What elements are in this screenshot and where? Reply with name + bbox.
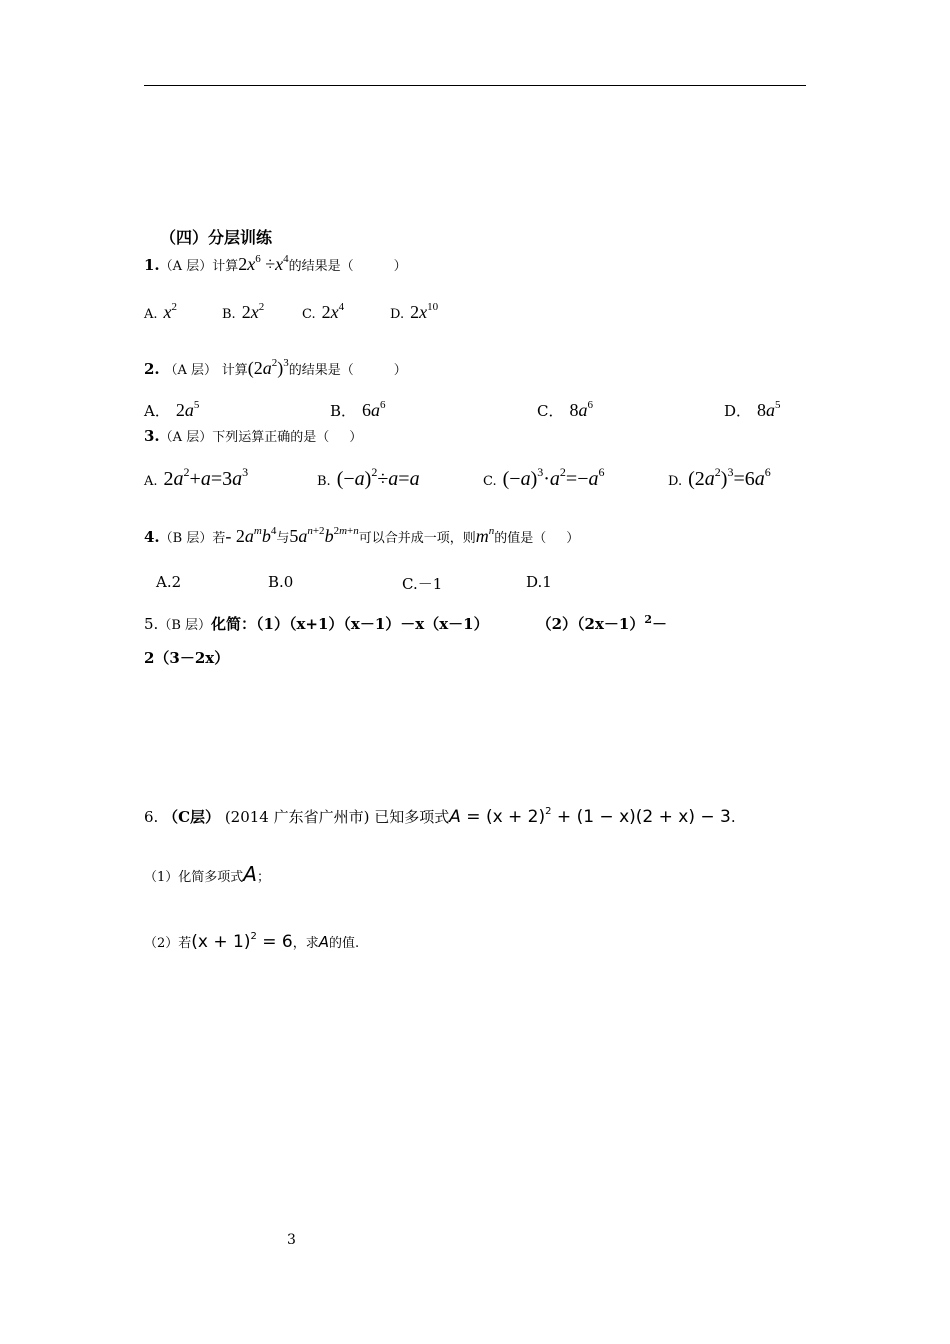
q4-mn: $m^n$ (475, 525, 495, 546)
q1-level: （A 层） (159, 259, 213, 274)
question-4: 4.（B 层）若- $2a^mb^4$与$5a^{n+2}b^{2m+n}$可以合并成一项，则$m^n$的值是（ ） (144, 525, 580, 546)
q2-option-d[interactable]: D． $8a^5$ (724, 399, 781, 420)
q4-number: 4. (144, 528, 160, 546)
q5-level: （B 层） (158, 618, 211, 633)
q6-sub-1: （1）化简多项式A； (144, 862, 270, 886)
q3-option-a[interactable]: A. $2a^2+a=3a^3$ (144, 465, 249, 490)
q1-option-a[interactable]: A. $x^2$ (144, 301, 178, 322)
q3-option-d[interactable]: D. $(2a^2)^3=6a^6$ (668, 465, 771, 490)
question-2: 2. （A 层） 计算$(2a^2)^3$的结果是（ ） (144, 357, 407, 378)
q3-level: （A 层） (159, 430, 213, 445)
q5-title: 化简： (211, 615, 257, 633)
q6-level: （C层） (163, 808, 221, 826)
q4-option-c[interactable]: C.－1 (402, 575, 443, 593)
q5-line-2: 2（3－2x） (144, 649, 230, 667)
q2-option-c[interactable]: C． $8a^6$ (537, 399, 593, 420)
page-number: 3 (287, 1232, 296, 1248)
q6-sub-2: （2）若$(x + 1)^2 = 6$，求A的值. (144, 931, 360, 952)
q4-option-a[interactable]: A.2 (156, 573, 182, 591)
q6-number: 6. (144, 808, 159, 826)
q6-condition: $(x + 1)^2 = 6$ (191, 931, 293, 952)
q6-polynomial: $A = (x + 2)^2 + (1 - x)(2 + x) - 3$ (449, 806, 731, 827)
q4-option-b[interactable]: B.0 (268, 573, 294, 591)
question-5: 5.（B 层）化简：（1）（x+1）（x－1）－x（x－1） $(2)(2x-1)^2-$ (144, 613, 668, 633)
q6-sub1-a: A (243, 862, 257, 886)
q3-option-b[interactable]: B. $(-a)^2\div a=a$ (317, 465, 420, 490)
q2-number: 2. (144, 360, 160, 378)
section-title: （四）分层训练 (160, 228, 273, 247)
q1-expression: $2x^6 \div x^4$ (238, 253, 289, 274)
q2-expression: $(2a^2)^3$ (247, 357, 289, 378)
q1-option-c[interactable]: C. $2x^4$ (302, 301, 345, 322)
q5-part-1: （1）（x+1）（x－1）－x（x－1） (256, 615, 489, 633)
q2-option-b[interactable]: B． $6a^6$ (330, 399, 386, 420)
q2-option-a[interactable]: A． $2a^5$ (144, 399, 200, 420)
q4-option-d[interactable]: D.1 (526, 573, 552, 591)
header-rule (144, 85, 806, 86)
q4-term-1: - $2a^mb^4$ (225, 525, 277, 546)
q5-part-2: （2）（2x－1） (536, 615, 645, 633)
q3-option-c[interactable]: C. $(-a)^3\cdot a^2=-a^6$ (483, 465, 605, 490)
question-1: 1.（A 层）计算$2x^6 \div x^4$的结果是（ ） (144, 253, 407, 274)
question-3: 3.（A 层）下列运算正确的是（ ） (144, 427, 363, 445)
q1-option-b[interactable]: B. $2x^2$ (222, 301, 265, 322)
q2-level: （A 层） (164, 363, 217, 378)
q6-source: (2014 广东省广州市) 已知多项式 (224, 808, 450, 826)
q5-number: 5. (144, 615, 159, 633)
q1-option-d[interactable]: D. $2x^{10}$ (390, 301, 439, 322)
q4-term-2: $5a^{n+2}b^{2m+n}$ (289, 525, 359, 546)
q4-level: （B 层） (159, 531, 213, 546)
q1-number: 1. (144, 256, 160, 274)
q3-number: 3. (144, 427, 160, 445)
question-6: 6. （C层） (2014 广东省广州市) 已知多项式$A = (x + 2)^2 + (1 - x)(2 + x) - 3$. (144, 806, 736, 827)
